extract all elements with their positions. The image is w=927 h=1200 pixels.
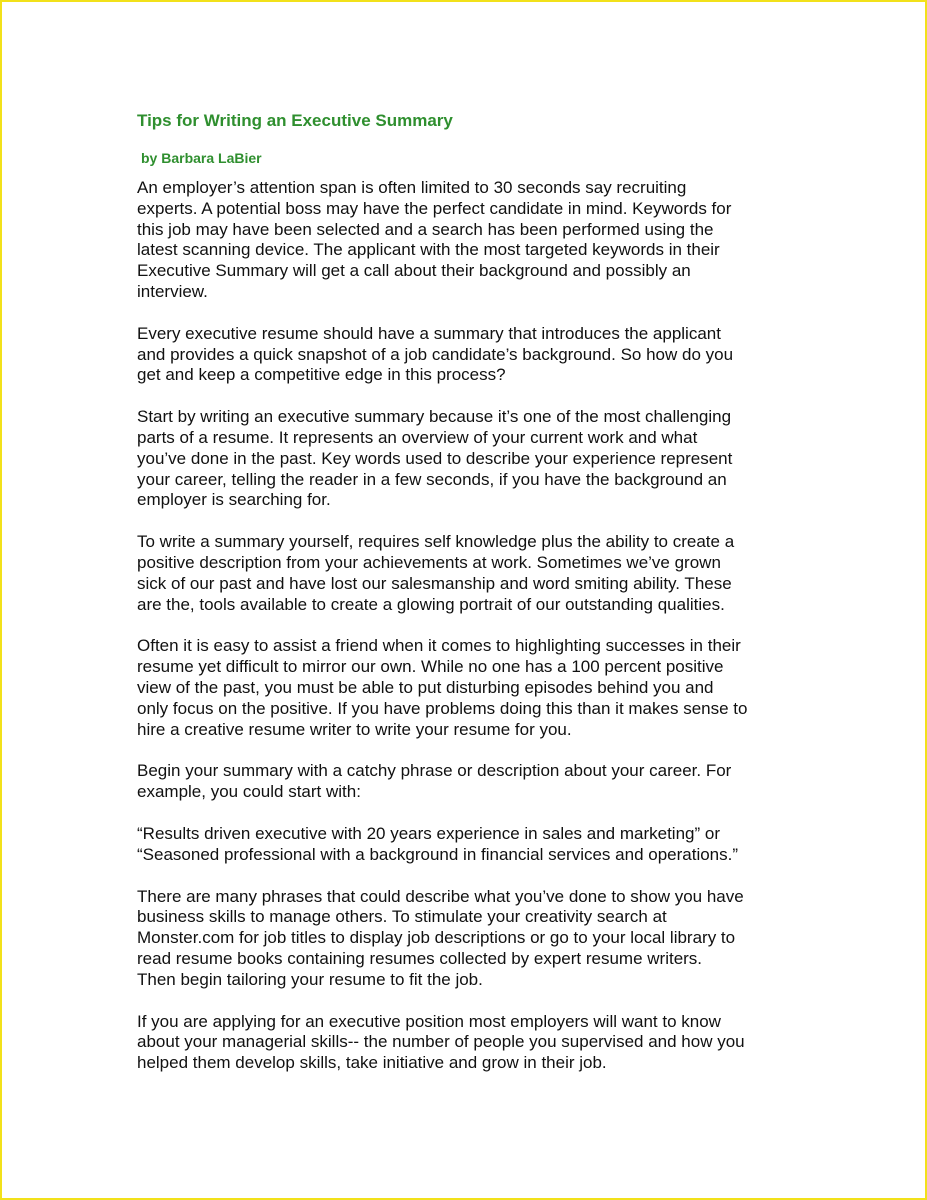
document-title: Tips for Writing an Executive Summary (137, 111, 453, 130)
paragraph-8: There are many phrases that could describe what you’ve done to show you have business skills to manage others. To stimulate your creativity search at Monster.com for job titles to display job descriptions or go to your local library to read resume books containing resumes collected by expert resume writers. Then begin tailoring your resume to fit the job. (137, 886, 744, 989)
paragraph-3: Start by writing an executive summary because it’s one of the most challenging parts of a resume. It represents an overview of your current work and what you’ve done in the past. Key words used to describe your experience represent your career, telling the reader in a few seconds, if you have the background an employer is searching for. (137, 407, 733, 510)
paragraph-9: If you are applying for an executive position most employers will want to know about your managerial skills-- the number of people you supervised and how you helped them develop skills, take initiative and grow in their job. (137, 1011, 745, 1073)
paragraph-1: An employer’s attention span is often limited to 30 seconds say recruiting experts. A potential boss may have the perfect candidate in mind. Keywords for this job may have been selected and a search has been performed using the latest scanning device. The applicant with the most targeted keywords in their Executive Summary will get a call about their background and possibly an interview. (137, 178, 732, 301)
document-content (137, 110, 807, 1095)
paragraph-5: Often it is easy to assist a friend when it comes to highlighting successes in their resume yet difficult to mirror our own. While no one has a 100 percent positive view of the past, you must be able to put disturbing episodes behind you and only focus on the positive. If you have problems doing this than it makes sense to hire a creative resume writer to write your resume for you. (137, 636, 748, 739)
document-byline: by Barbara LaBier (141, 150, 262, 166)
paragraph-4: To write a summary yourself, requires self knowledge plus the ability to create a positive description from your achievements at work. Sometimes we’ve grown sick of our past and have lost our salesmanship and word smiting ability. These are the, tools available to create a glowing portrait of our outstanding qualities. (137, 532, 735, 614)
paragraph-6: Begin your summary with a catchy phrase or description about your career. For example, you could start with: (137, 761, 732, 802)
document-body (137, 178, 807, 1074)
paragraph-2: Every executive resume should have a summary that introduces the applicant and provides a quick snapshot of a job candidate’s background. So how do you get and keep a competitive edge in this process? (137, 323, 734, 385)
paragraph-7: “Results driven executive with 20 years experience in sales and marketing” or “Seasoned professional with a background in financial services and operations.” (137, 823, 739, 864)
